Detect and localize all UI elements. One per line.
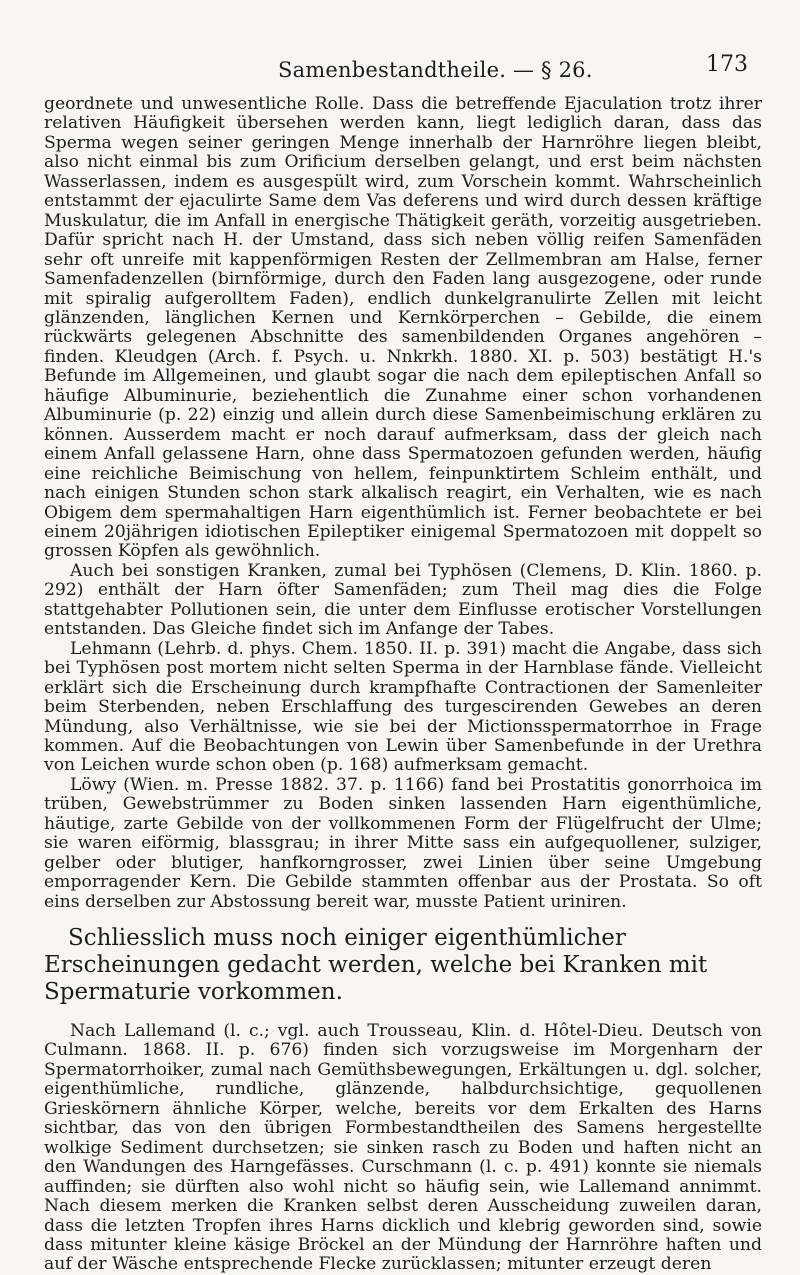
paragraph-lallemand: Nach Lallemand (l. c.; vgl. auch Trousseau, Klin. d. Hôtel-Dieu. Deutsch von Culmann. 1868. II. p. 676) finden sich vorzugsweise im Morgenharn der Spermatorrhoiker, zumal nach Gemüthsbewegungen, Erkältungen u. dgl. solcher, eigenthümliche, rundliche, glänzende, halbdurchsichtige, gequollenen Grieskörnern ähnliche Körper, welche, bereits vor dem Erkalten des Harns sichtbar, das von den übrigen Formbestandtheilen des Samens hergestellte wolkige Sediment durchsetzen; sie sinken rasch zu Boden und haften nicht an den Wandungen des Harngefässes. Curschmann (l. c. p. 491) konnte sie niemals auffinden; sie dürften also wohl nicht so häufig sein, wie Lallemand annimmt. Nach diesem merken die Kranken selbst deren Ausscheidung zuweilen daran, dass die letzten Tropfen ihres Harns dicklich und klebrig geworden sind, sowie dass mitunter kleine käsige Bröckel an der Mündung der Harnröhre haften und auf der Wäsche entsprechende Flecke zurücklassen; mitunter erzeugt deren: [44, 1021, 762, 1275]
paragraph-lehmann: Lehmann (Lehrb. d. phys. Chem. 1850. II. p. 391) macht die Angabe, dass sich bei Typhösen post mortem nicht selten Sperma in der Harnblase fände. Vielleicht erklärt sich die Erscheinung durch krampfhafte Contractionen der Samenleiter beim Sterbenden, neben Erschlaffung des turgescirenden Gewebes an deren Mündung, also Verhältnisse, wie sie bei der Mictionsspermatorrhoe in Frage kommen. Auf die Beobachtungen von Lewin über Samenbefunde in der Urethra von Leichen wurde schon oben (p. 168) aufmerksam gemacht.: [44, 638, 762, 776]
paragraph-continuation: geordnete und unwesentliche Rolle. Dass die betreffende Ejaculation trotz ihrer relativen Häufigkeit übersehen werden kann, liegt lediglich daran, dass das Sperma wegen seiner geringen Menge innerhalb der Harnröhre liegen bleibt, also nicht einmal bis zum Orificium derselben gelangt, und erst beim nächsten Wasserlassen, indem es ausgespült wird, zum Vorschein kommt. Wahrscheinlich entstammt der ejaculirte Same dem Vas deferens und wird durch dessen kräftige Muskulatur, die im Anfall in energische Thätigkeit geräth, vorzeitig ausgetrieben. Dafür spricht nach H. der Umstand, dass sich neben völlig reifen Samenfäden sehr oft unreife mit kappenförmigen Resten der Zellmembran am Halse, ferner Samenfadenzellen (birnförmige, durch den Faden lang ausgezogene, oder runde mit spiralig aufgerolltem Faden), endlich dunkelgranulirte Zellen mit leicht glänzenden, länglichen Kernen und Kernkörperchen – Gebilde, die einem rückwärts gelegenen Abschnitte des samenbildenden Organes angehören – finden. Kleudgen (Arch. f. Psych. u. Nnkrkh. 1880. XI. p. 503) bestätigt H.'s Befunde im Allgemeinen, und glaubt sogar die nach dem epileptischen Anfall so häufige Albuminurie, beziehentlich die Zunahme einer schon vorhandenen Albuminurie (p. 22) einzig und allein durch diese Samenbeimischung erklären zu können. Ausserdem macht er noch darauf aufmerksam, dass der gleich nach einem Anfall gelassene Harn, ohne dass Spermatozoen gefunden werden, häufig eine reichliche Beimischung von hellem, feinpunktirtem Schleim enthält, und nach einigen Stunden schon stark alkalisch reagirt, ein Verhalten, wie es nach Obigem dem spermahaltigen Harn eigenthümlich ist. Ferner beobachtete er bei einem 20jährigen idiotischen Epileptiker einigemal Spermatozoen mit doppelt so grossen Köpfen als gewöhnlich.: [44, 94, 762, 562]
page-number: 173: [706, 52, 748, 77]
running-title: Samenbestandtheile. — § 26.: [278, 58, 593, 82]
paragraph-loewy: Löwy (Wien. m. Presse 1882. 37. p. 1166) fand bei Prostatitis gonorrhoica im trüben, Gewebstrümmer zu Boden sinken lassenden Harn eigenthümliche, häutige, zarte Gebilde von der vollkommenen Form der Flügelfrucht der Ulme; sie waren eiförmig, blassgrau; in ihrer Mitte sass ein aufgequollener, sulziger, gelber oder blutiger, hanfkorngrosser, zwei Linien über seine Umgebung emporragender Kern. Die Gebilde stammten offenbar aus der Prostata. So oft eins derselben zur Abstossung bereit war, musste Patient uriniren.: [44, 774, 762, 912]
body-text: [44, 95, 762, 1275]
section-heading: Schliesslich muss noch einiger eigenthümlicher Erscheinungen gedacht werden, welche bei Kranken mit Spermaturie vorkommen.: [44, 925, 708, 1006]
paragraph-typhus: Auch bei sonstigen Kranken, zumal bei Typhösen (Clemens, D. Klin. 1860. p. 292) enthält der Harn öfter Samenfäden; zum Theil mag dies die Folge stattgehabter Pollutionen sein, die unter dem Einflusse erotischer Vorstellungen entstanden. Das Gleiche findet sich im Anfange der Tabes.: [44, 560, 762, 640]
